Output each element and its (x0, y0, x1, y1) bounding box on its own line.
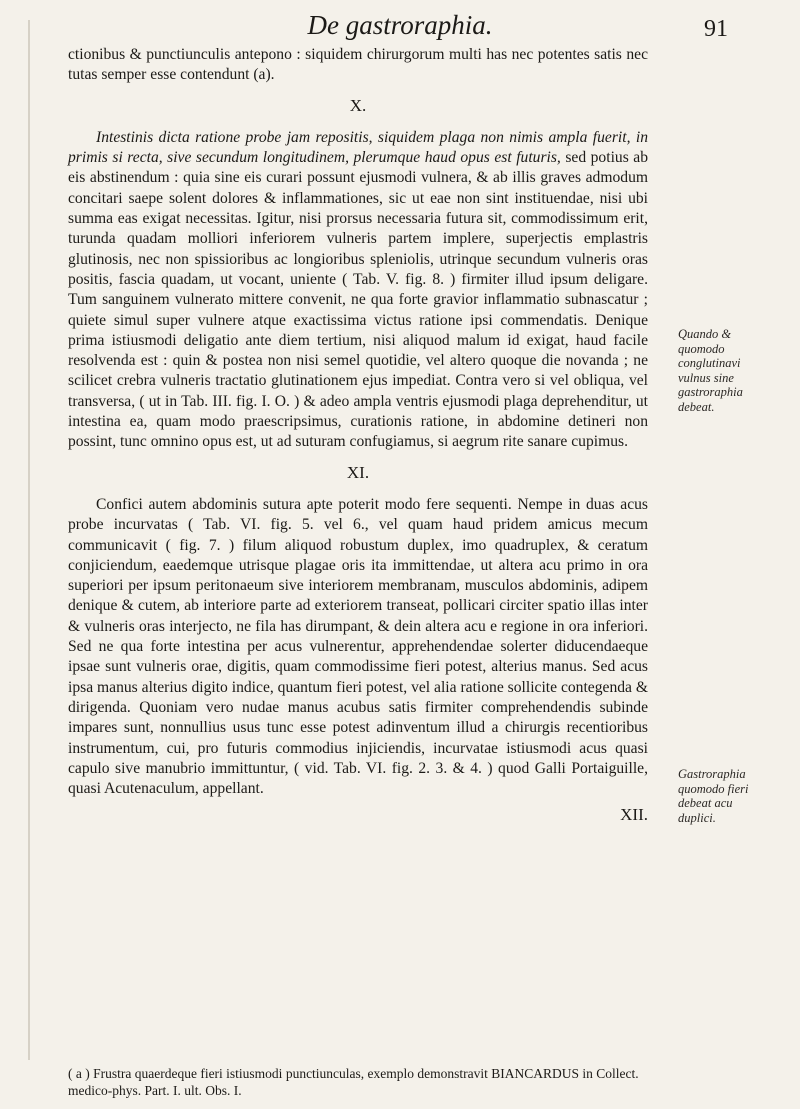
main-text (68, 45, 648, 838)
running-title: De gastroraphia. (307, 10, 493, 40)
margin-note-2: Gastroraphia quomodo fieri debeat acu duplici. (678, 767, 749, 825)
paragraph-section-11: Confici autem abdominis sutura apte poterit modo fere sequenti. Nempe in duas acus probe incurvatas ( Tab. VI. fig. 5. vel 6., vel quam haud pridem amicus mecum communicavit ( fig. 7. ) filum aliquod robustum duplex, imo quadruplex, & ceratum conjiciendum, eaedemque utrisque plagae oris ita immittendae, ut altera acu primo in ora superiori per ipsum peritonaeum sive interiorem membranam, musculos abdominis, adipem denique & cutem, ab interiore parte ad exteriorem transeat, pollicari circiter spatio illas inter & vulneris oras interjecto, ne fila has dirumpant, & dein altera acu e regione in ora inferiori. Sed ne qua forte intestina per acus vulnerentur, apprehendendae solerter diducendaeque ipsae sunt vulneris orae, digitis, quam commodissime fieri potest, alterius manus. Sed acus ipsa manus alterius digito indice, quantum fieri potest, vel alia ratione sollicite contegenda & dirigenda. Quoniam vero nudae manus acubus satis firmiter comprehendendis subinde impares sunt, nonnullius usus tunc esse potest adinventum illud a chirurgis recentioribus instrumentum, cui, pro futuris commodius injiciendis, incurvatae istiusmodi acus quasi capulo sive manubrio immittuntur, ( vid. Tab. VI. fig. 2. 3. & 4. ) quod Galli Portaiguille, quasi Acutenaculum, appellant. (68, 495, 648, 798)
paragraph-continuation: ctionibus & punctiunculis antepono : siquidem chirurgorum multi has nec potentes satis nec tutas semper esse contendunt (a). (68, 46, 648, 84)
page-header (0, 10, 800, 50)
paragraph-section-10 (68, 128, 648, 453)
page-number: 91 (704, 16, 728, 42)
section-number-12: XII. (620, 805, 648, 825)
paragraph-body: sed potius ab eis abstinendum : quia sine eis curari possunt ejusmodi vulnera, & ab illis graves admodum concitari saepe solent dolores & inflammationes, sic ut eae non sint instituendae, nisi ubi summa eas exigat necessitas. Igitur, nisi prorsus necessaria futura sit, commodissimum erit, turunda quadam molliori inferiorem vulneris partem implere, superjectis emplastris glutinosis, nec non spissioribus ac longioribus spleniolis, utrinque secundum vulneris oras positis, fascia quadam, ut vocant, uniente ( Tab. V. fig. 8. ) firmiter illud ipsum deligare. Tum sanguinem vulnerato mittere convenit, ne qua forte gravior inflammatio subnascatur ; quiete simul super vulnere atque exactissima victus ratione ipsi commendatis. Denique prima istiusmodi deligatio ante diem tertium, nisi aliquod malum id exigat, haud facile resolvenda est : quin & postea non nisi semel quotidie, vel altero quoque die novanda ; ne scilicet crebra vulneris tractatio glutinationem ejus impediat. Contra vero si vel obliqua, vel transversa, ( ut in Tab. III. fig. I. O. ) & adeo ampla ventris ejusmodi plaga deprehenditur, ut intestina ea, quam modo praescripsimus, curationis ratione, in abdomine detineri non possint, tunc omnino opus est, ut ad suturam confugiamus, si aegrum rite sanare cupimus. (68, 149, 648, 451)
margin-note-1: Quando & quomodo conglutinavi vulnus sine gastroraphia debeat. (678, 327, 743, 414)
gutter-shadow (28, 20, 30, 1060)
section-number-10: X. (349, 95, 367, 115)
italic-lead: Intestinis dicta ratione probe jam repositis, siquidem plaga non nimis ampla fuerit, in primis si recta, sive secundum longitudinem, plerumque haud opus est futuris, (68, 128, 648, 167)
section-number-11: XI. (346, 462, 370, 482)
footnote: ( a ) Frustra quaerdeque fieri istiusmodi punctiunculas, exemplo demonstravit BIANCARDUS in Collect. medico-phys. Part. I. ult. Obs. I. (68, 1066, 639, 1098)
